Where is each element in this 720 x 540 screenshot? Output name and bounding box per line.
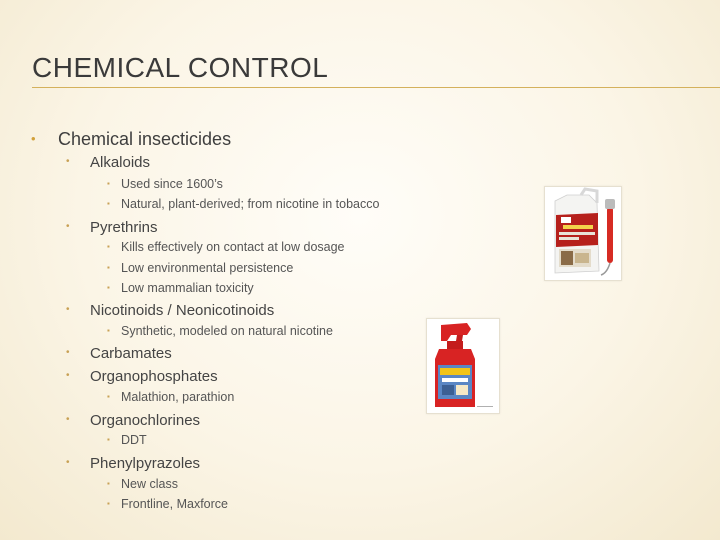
bullet-text: Malathion, parathion xyxy=(121,390,235,404)
bullet-text: Used since 1600’s xyxy=(121,177,223,191)
bullet-text: Synthetic, modeled on natural nicotine xyxy=(121,324,333,338)
sub-bullet xyxy=(107,197,380,211)
insecticide-jug-image xyxy=(544,186,622,281)
bullet-icon: ▪ xyxy=(107,179,110,188)
bullet-phenylpyrazoles xyxy=(66,455,201,472)
insecticide-spray-bottle-icon xyxy=(427,319,499,413)
bullet-text: Nicotinoids / Neonicotinoids xyxy=(90,302,275,319)
bullet-text: Organophosphates xyxy=(90,368,218,385)
sub-bullet xyxy=(107,477,178,491)
bullet-icon: ▪ xyxy=(107,435,110,444)
bullet-icon: • xyxy=(66,370,70,381)
bullet-text: Frontline, Maxforce xyxy=(121,497,228,511)
bullet-icon: • xyxy=(66,221,70,232)
bullet-icon: ▪ xyxy=(107,283,110,292)
bullet-icon: ▪ xyxy=(107,392,110,401)
title-rule xyxy=(32,87,720,88)
bullet-nicotinoids xyxy=(66,302,275,319)
bullet-chemical-insecticides xyxy=(31,129,232,150)
sub-bullet xyxy=(107,261,294,275)
sub-bullet xyxy=(107,240,345,254)
bullet-text: Low mammalian toxicity xyxy=(121,281,254,295)
bullet-organochlorines xyxy=(66,412,201,429)
bullet-text: Kills effectively on contact at low dosage xyxy=(121,240,345,254)
bullet-icon: ▪ xyxy=(107,242,110,251)
sub-bullet xyxy=(107,281,254,295)
bullet-icon: • xyxy=(66,457,70,468)
sub-bullet xyxy=(107,433,147,447)
bullet-text: Organochlorines xyxy=(90,412,201,429)
sub-bullet xyxy=(107,177,223,191)
sub-bullet xyxy=(107,497,228,511)
bullet-text: Phenylpyrazoles xyxy=(90,455,201,472)
bullet-icon: • xyxy=(31,131,36,146)
bullet-icon: ▪ xyxy=(107,199,110,208)
bullet-alkaloids xyxy=(66,154,151,171)
bullet-text: Natural, plant-derived; from nicotine in tobacco xyxy=(121,197,380,211)
bullet-text: Low environmental persistence xyxy=(121,261,294,275)
sub-bullet xyxy=(107,390,235,404)
bullet-icon: • xyxy=(66,156,70,167)
bullet-icon: ▪ xyxy=(107,326,110,335)
bullet-text: DDT xyxy=(121,433,147,447)
bullet-text: Carbamates xyxy=(90,345,172,362)
slide-title: CHEMICAL CONTROL xyxy=(32,52,329,83)
bullet-icon: • xyxy=(66,414,70,425)
bullet-pyrethrins xyxy=(66,219,158,236)
bullet-icon: ▪ xyxy=(107,479,110,488)
bullet-carbamates xyxy=(66,345,172,362)
bullet-text: New class xyxy=(121,477,178,491)
bullet-text: Pyrethrins xyxy=(90,219,158,236)
sub-bullet xyxy=(107,324,333,338)
bullet-organophosphates xyxy=(66,368,218,385)
bullet-icon: ▪ xyxy=(107,499,110,508)
bullet-text: Chemical insecticides xyxy=(58,129,232,149)
bullet-icon: ▪ xyxy=(107,263,110,272)
bullet-icon: • xyxy=(66,347,70,358)
insecticide-jug-with-wand-icon xyxy=(545,187,621,280)
insecticide-spray-bottle-image xyxy=(426,318,500,414)
bullet-icon: • xyxy=(66,304,70,315)
bullet-text: Alkaloids xyxy=(90,154,151,171)
